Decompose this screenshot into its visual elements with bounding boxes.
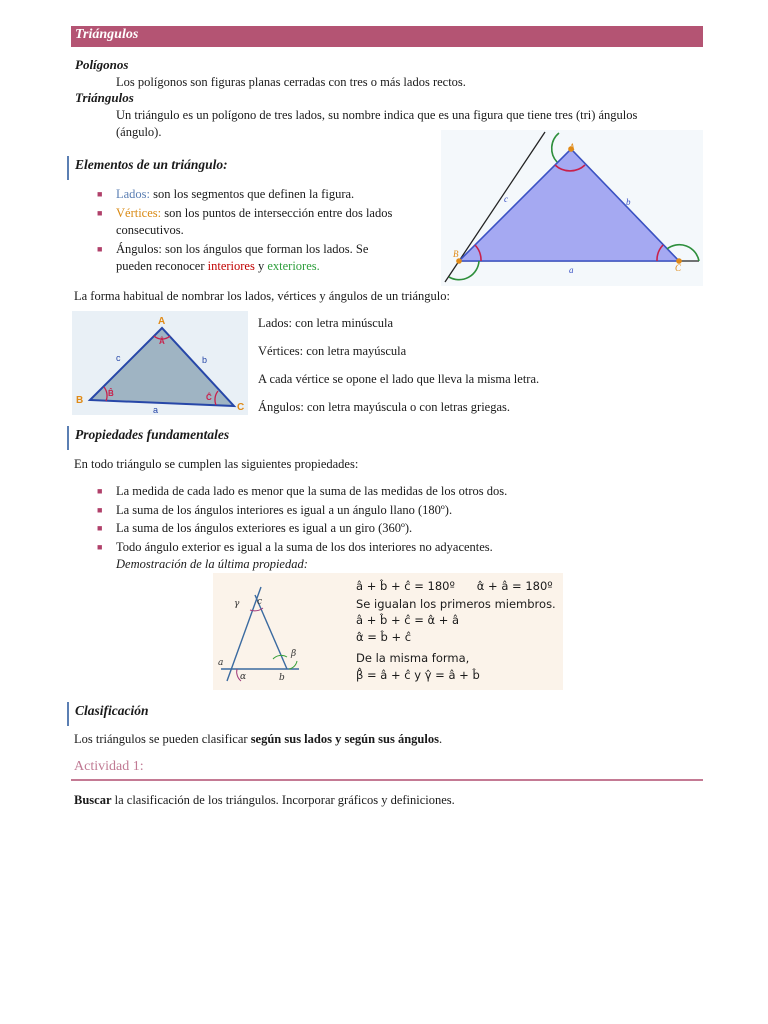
- demo-triangle: [213, 573, 353, 690]
- forma-habitual-text: La forma habitual de nombrar los lados, vértices y ángulos de un triángulo:: [74, 289, 450, 303]
- demo-figure: [213, 573, 563, 690]
- side-label-c: c: [116, 353, 121, 363]
- svg-text:Â: Â: [159, 337, 165, 346]
- triangle-naming-figure: [72, 311, 248, 415]
- list-item: ■ Lados: son los segmentos que definen la figura.: [97, 187, 355, 201]
- svg-text:Ĉ: Ĉ: [206, 393, 212, 402]
- demo-label-beta: β: [291, 649, 297, 659]
- side-label-a: a: [153, 405, 159, 415]
- naming-angulos: Ángulos: con letra mayúscula o con letras griegas.: [258, 400, 511, 414]
- demo-label-b: b: [279, 673, 285, 683]
- demo-equation-4: α̂ = b̂ + ĉ: [356, 630, 412, 644]
- side-label-b: b: [202, 355, 208, 365]
- list-item: ■ Ángulos: son los ángulos que forman los lados. Se pueden reconocer interiores y exteriores.: [97, 241, 369, 273]
- poligonos-heading: Polígonos: [75, 57, 129, 72]
- svg-text:B̂: B̂: [108, 389, 114, 398]
- list-item: ■ La suma de los ángulos interiores es igual a un ángulo llano (180º).: [97, 502, 453, 517]
- actividad-text: Buscar la clasificación de los triángulos. Incorporar gráficos y definiciones.: [74, 793, 455, 807]
- title-bar: [71, 26, 703, 47]
- vertex-label-a: A: [158, 316, 166, 327]
- list-item: ■ Todo ángulo exterior es igual a la suma de los dos interiores no adyacentes.: [97, 539, 493, 554]
- clasificacion-text: Los triángulos se pueden clasificar según sus lados y según sus ángulos.: [74, 732, 443, 746]
- naming-opone: A cada vértice se opone el lado que lleva la misma letra.: [258, 372, 540, 386]
- demo-label-c: c: [257, 597, 263, 607]
- demo-label: Demostración de la última propiedad:: [116, 557, 308, 571]
- actividad-title: Actividad 1:: [74, 759, 144, 774]
- triangle-angles-figure: [441, 130, 703, 286]
- vertex-label-b: B: [76, 395, 84, 406]
- page-title: Triángulos: [75, 27, 139, 42]
- list-item: ■ Vértices: son los puntos de intersección entre dos lados consecutivos.: [97, 205, 393, 237]
- demo-equation-5: De la misma forma,: [356, 651, 470, 665]
- vertex-label-b: B: [453, 249, 459, 259]
- demo-equation-3: â + b̂ + ĉ = α̂ + â: [356, 613, 460, 627]
- propiedades-intro: En todo triángulo se cumplen las siguientes propiedades:: [74, 457, 359, 471]
- actividad-divider: [71, 779, 703, 781]
- propiedades-heading: Propiedades fundamentales: [75, 427, 230, 442]
- section-marker: [67, 702, 69, 726]
- side-label-b: b: [626, 197, 631, 207]
- section-marker: [67, 426, 69, 450]
- demo-equation-6: β̂ = â + ĉ y γ̂ = â + b̂: [356, 668, 480, 682]
- demo-label-gamma: γ: [234, 599, 240, 609]
- elementos-heading: Elementos de un triángulo:: [75, 157, 228, 172]
- list-item: ■ La medida de cada lado es menor que la suma de las medidas de los otros dos.: [97, 484, 508, 498]
- vertex-label-c: C: [675, 263, 682, 273]
- elementos-list: [96, 186, 434, 277]
- demo-equation-1: â + b̂ + ĉ = 180º α̂ + â = 180º: [356, 579, 553, 593]
- vertex-label-c: C: [237, 402, 245, 413]
- naming-lados: Lados: con letra minúscula: [258, 316, 394, 330]
- side-label-a: a: [569, 265, 574, 275]
- demo-equation-2: Se igualan los primeros miembros.: [356, 597, 556, 611]
- triangulos-heading: Triángulos: [75, 90, 134, 105]
- clasificacion-heading: Clasificación: [75, 703, 149, 718]
- naming-vertices: Vértices: con letra mayúscula: [258, 344, 407, 358]
- propiedades-list: [96, 483, 696, 557]
- vertex-label-a: A: [569, 142, 575, 152]
- triangulos-text-line1: Un triángulo es un polígono de tres lados, su nombre indica que es una figura que tiene tres (tri) ángulos: [116, 108, 638, 122]
- demo-label-a: a: [218, 658, 224, 668]
- section-marker: [67, 156, 69, 180]
- list-item: ■ La suma de los ángulos exteriores es igual a un giro (360º).: [97, 521, 413, 535]
- triangulos-text-line2: (ángulo).: [116, 125, 162, 139]
- poligonos-text: Los polígonos son figuras planas cerradas con tres o más lados rectos.: [116, 75, 466, 89]
- demo-label-alpha: α: [240, 672, 247, 682]
- side-label-c: c: [504, 194, 508, 204]
